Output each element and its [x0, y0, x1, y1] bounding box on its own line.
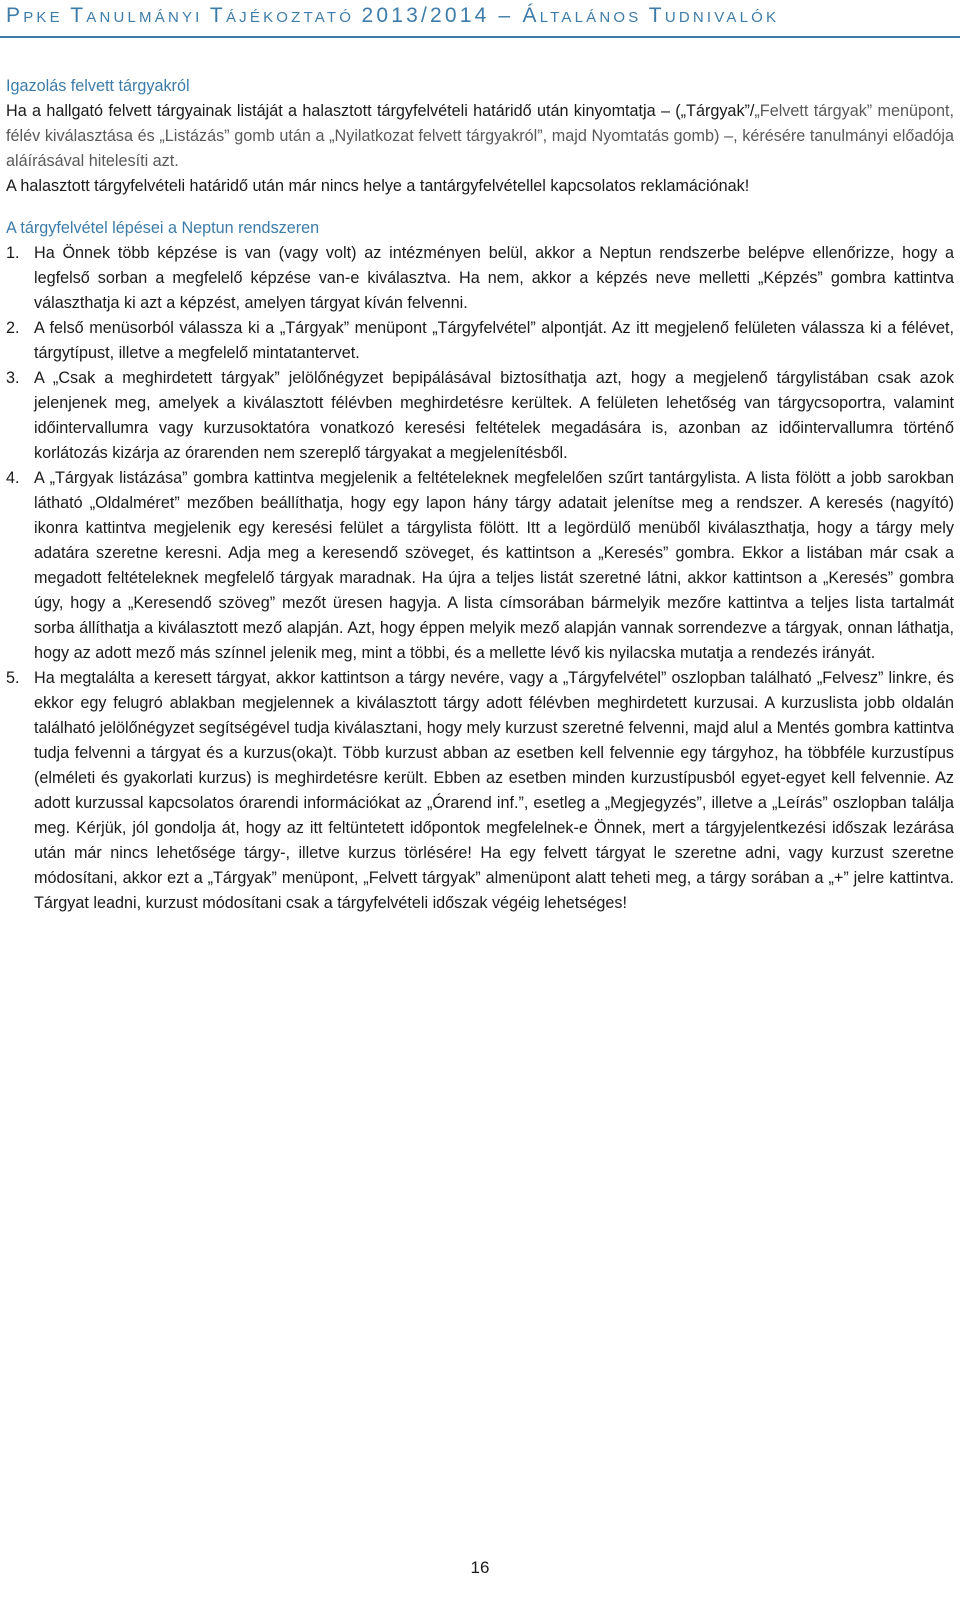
document-body [6, 74, 954, 916]
header-part: ÁJÉKOZTATÓ [225, 9, 362, 26]
step-text: A „Csak a meghirdetett tárgyak” jelölőnégyzet bepipálásával biztosíthatja azt, hogy a megjelenő tárgylistában csak azok jelenjenek meg, amelyek a kiválasztott félévben meghirdetésre kerültek. A felületen lehetőség van tárgycsoportra, valamint időintervallumra vagy kurzusoktatóra vonatkozó keresési feltételek megadására is, azonban az időintervallumra történő korlátozás kizárja az órarenden nem szereplő tárgyakat a megjelenítésből. [34, 369, 954, 462]
paragraph-reklamacio: A halasztott tárgyfelvételi határidő után már nincs helye a tantárgyfelvétellel kapcsolatos reklamációnak! [6, 177, 750, 195]
header-divider [0, 36, 960, 38]
header-part: T [648, 4, 665, 27]
header-part: ANULMÁNYI [86, 9, 210, 26]
step-text: Ha Önnek több képzése is van (vagy volt) az intézményen belül, akkor a Neptun rendszerbe belépve ellenőrizze, hogy a legfelső sorban a megfelelő képzése van-e kiválasztva. Ha nem, akkor a képzés neve melletti „Képzés” gombra kattintva választhatja ki azt a képzést, amelyen tárgyat kíván felvenni. [34, 244, 954, 312]
step-item [6, 366, 954, 466]
header-part: T [209, 4, 226, 27]
step-item [6, 316, 954, 366]
page-number: 16 [470, 1558, 490, 1577]
header-part: PKE [23, 9, 71, 26]
step-number: 1. [6, 244, 20, 262]
section-title-igazolas: Igazolás felvett tárgyakról [6, 77, 190, 95]
step-text: A „Tárgyak listázása” gombra kattintva megjelenik a feltételeknek megfelelően szűrt tantárgylista. A lista fölött a jobb sarokban látható „Oldalméret” mezőben beállíthatja, hogy egy lapon hány tárgy adatait jelenítse meg a rendszer. A keresés (nagyító) ikonra kattintva megjelenik egy keresési felület a tárgylista fölött. Itt a legördülő menüből kiválaszthatja, hogy a tárgy mely adatára szeretne keresni. Adja meg a keresendő szöveget, és kattintson a „Keresés” gombra. Ekkor a listában már csak a megadott feltételeknek megfelelő tárgyak maradnak. Ha újra a teljes listát szeretné látni, akkor kattintson a „Keresés” gombra úgy, hogy a „Keresendő szöveg” mezőt üresen hagyja. A lista címsorában bármelyik mezőre kattintva a teljes lista tartalmát sorba állíthatja a kiválasztott mező alapján. Azt, hogy éppen melyik mező alapján vannak sorrendezve a tárgyak, onnan láthatja, hogy az adott mező más színnel jelenik meg, mint a többi, és a mellette lévő kis nyilacska mutatja a rendezés irányát. [34, 469, 954, 662]
header-part: 2013/2014 – [361, 4, 523, 27]
paragraph-text-grey: „Felvett tárgyak” menüpont, félév kiválasztása és „Listázás” gomb után a „Nyilatkozat felvett tárgyakról”, majd Nyomtatás gomb) –, kérésére tanulmányi előadója aláírásával hitelesíti azt. [6, 102, 954, 170]
step-text: A felső menüsorból válassza ki a „Tárgyak” menüpont „Tárgyfelvétel” alpontját. Az itt megjelenő felületen válassza ki a félévet, tárgytípust, illetve a megfelelő mintatantervet. [34, 319, 954, 362]
step-number: 5. [6, 669, 20, 687]
step-number: 2. [6, 319, 20, 337]
step-text: Ha megtalálta a keresett tárgyat, akkor kattintson a tárgy nevére, vagy a „Tárgyfelvétel” oszlopban található „Felvesz” linkre, és ekkor egy felugró ablakban megjelennek a kiválasztott tárgy adott félévben meghirdetett kurzusai. A kurzuslista jobb oldalán található jelölőnégyzet segítségével tudja kiválasztani, hogy mely kurzust szeretné felvenni, majd alul a Mentés gombra kattintva tudja felvenni a tárgyat és a kurzus(oka)t. Több kurzust abban az esetben kell felvennie egy tárgyhoz, ha többféle kurzustípus (elméleti és gyakorlati kurzus) is meghirdetésre került. Ebben az esetben minden kurzustípusból egyet-egyet kell felvennie. Az adott kurzussal kapcsolatos órarendi információkat az „Órarend inf.”, esetleg a „Megjegyzés”, illetve a „Leírás” oszlopban találja meg. Kérjük, jól gondolja át, hogy az itt feltüntetett időpontok megfelelnek-e Önnek, mert a tárgyjelentkezési időszak lezárása után már nincs lehetősége tárgy-, illetve kurzus törlésére! Ha egy felvett tárgyat le szeretne adni, vagy kurzust szeretne módosítani, akkor ezt a „Tárgyak” menüpont, „Felvett tárgyak” almenüpont alatt teheti meg, a tárgy sorában a „+” jelre kattintva. Tárgyat leadni, kurzust módosítani csak a tárgyfelvételi időszak végéig lehetséges! [34, 669, 954, 912]
header-part: LTALÁNOS [539, 9, 649, 26]
step-item [6, 666, 954, 916]
step-item [6, 241, 954, 316]
page-header [6, 4, 956, 28]
header-part: T [70, 4, 87, 27]
step-number: 3. [6, 369, 20, 387]
paragraph-igazolas [6, 99, 954, 174]
header-part: P [6, 4, 24, 27]
paragraph-text: Ha a hallgató felvett tárgyainak listáját a halasztott tárgyfelvételi határidő után kinyomtatja – („Tárgyak”/ [6, 102, 755, 120]
step-number: 4. [6, 469, 20, 487]
step-item [6, 466, 954, 666]
header-part: Á [522, 4, 540, 27]
section-title-targyfelvetel: A tárgyfelvétel lépései a Neptun rendszeren [6, 219, 320, 237]
header-part: UDNIVALÓK [664, 9, 780, 26]
